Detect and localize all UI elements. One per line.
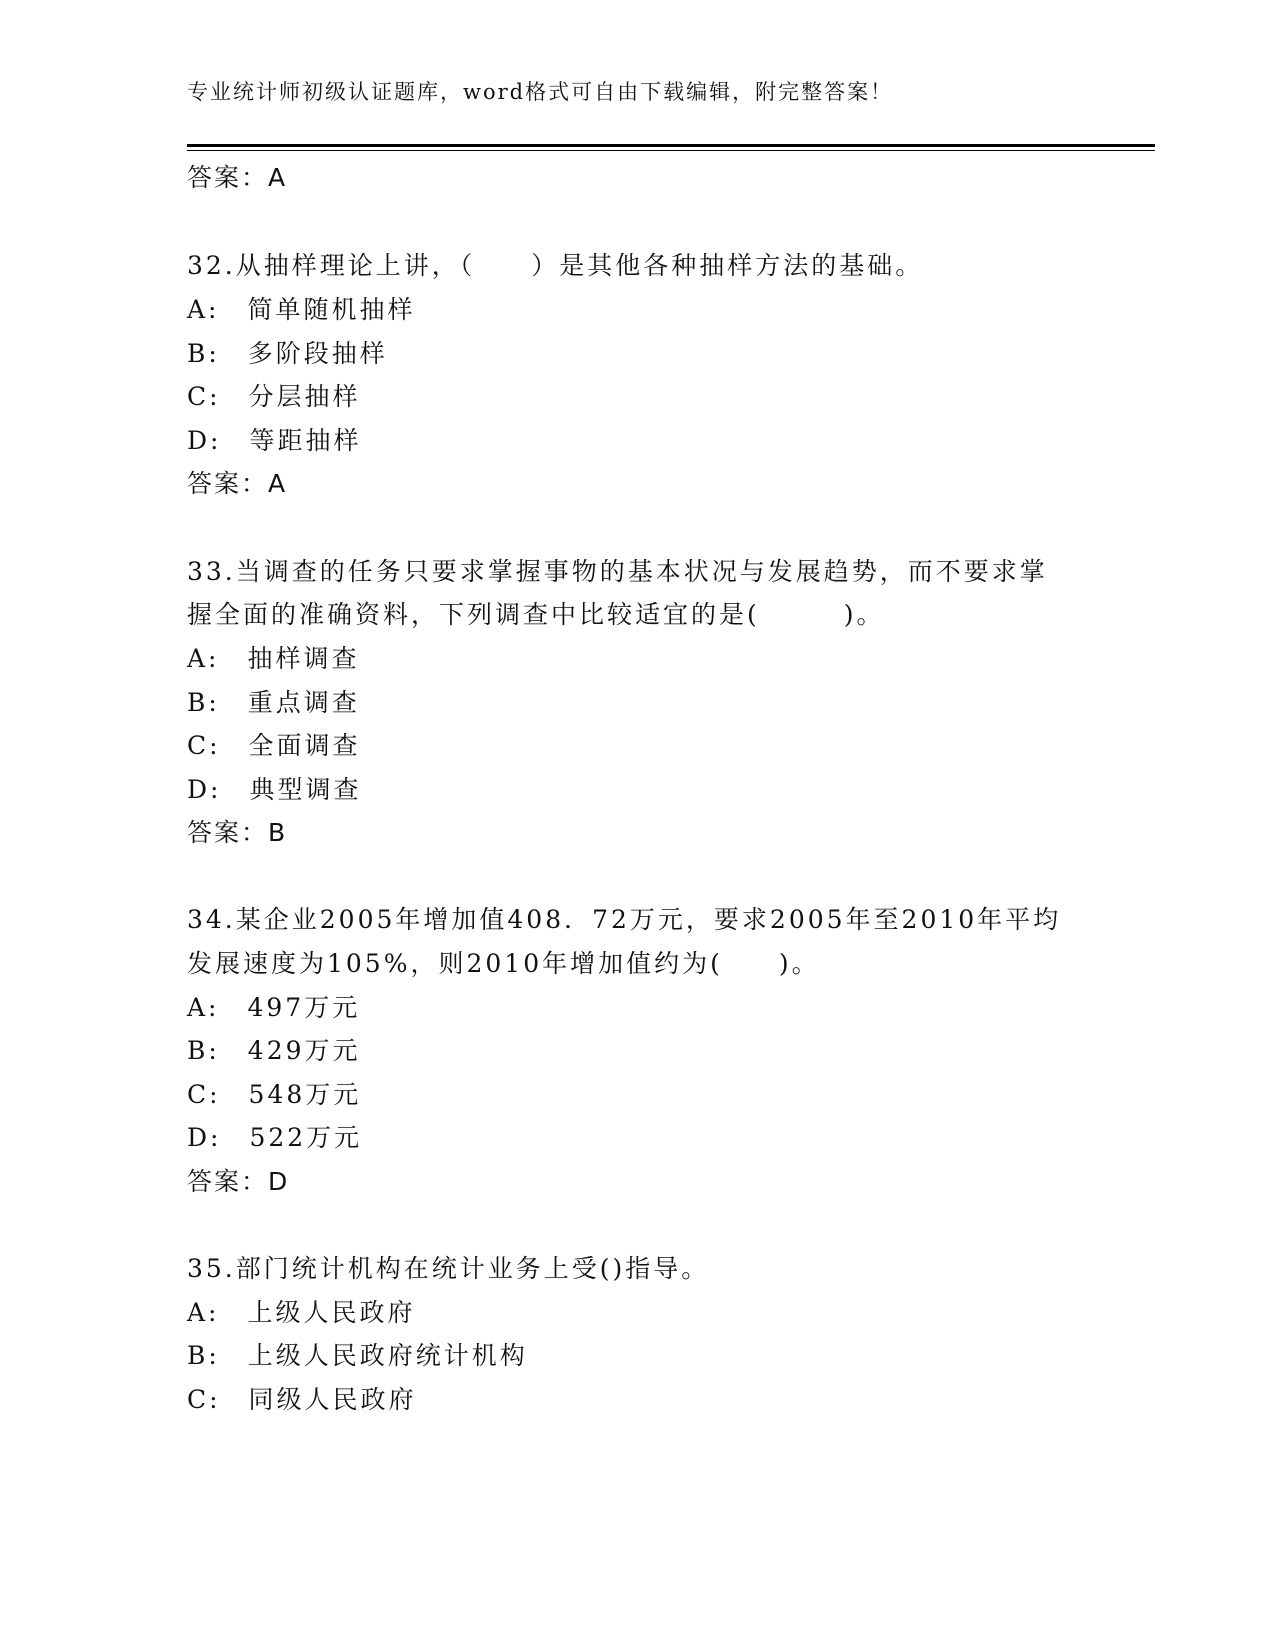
question-33-stem-line1: 33.当调查的任务只要求掌握事物的基本状况与发展趋势，而不要求掌 <box>187 557 1048 586</box>
question-32-answer: 答案：A <box>187 469 288 498</box>
question-33-option-d: D: 典型调查 <box>187 775 362 804</box>
header-rule-thin <box>187 150 1155 151</box>
answer-previous: 答案：A <box>187 163 288 192</box>
question-35-stem: 35.部门统计机构在统计业务上受()指导。 <box>187 1254 710 1283</box>
header-rule-thick <box>187 144 1155 147</box>
question-34-option-d: D: 522万元 <box>187 1123 363 1152</box>
question-33-option-a: A: 抽样调查 <box>187 644 360 673</box>
question-34-stem-line1: 34.某企业2005年增加值408．72万元，要求2005年至2010年平均 <box>187 905 1062 934</box>
question-32-option-b: B: 多阶段抽样 <box>187 339 388 368</box>
question-33-option-c: C: 全面调查 <box>187 731 361 760</box>
question-35-option-b: B: 上级人民政府统计机构 <box>187 1341 528 1370</box>
question-32-option-c: C: 分层抽样 <box>187 382 361 411</box>
question-32-option-a: A: 简单随机抽样 <box>187 295 416 324</box>
question-32-stem: 32.从抽样理论上讲，（ ）是其他各种抽样方法的基础。 <box>187 251 924 280</box>
question-33-option-b: B: 重点调查 <box>187 688 360 717</box>
page-header: 专业统计师初级认证题库，word格式可自由下载编辑，附完整答案！ <box>187 80 894 104</box>
question-35-option-c: C: 同级人民政府 <box>187 1385 417 1414</box>
question-34-option-a: A: 497万元 <box>187 993 361 1022</box>
question-34-option-c: C: 548万元 <box>187 1080 362 1109</box>
question-34-answer: 答案：D <box>187 1167 290 1196</box>
question-33-answer: 答案：B <box>187 818 288 847</box>
question-34-stem-line2: 发展速度为105%，则2010年增加值约为( )。 <box>187 949 820 978</box>
question-33-stem-line2: 握全面的准确资料，下列调查中比较适宜的是( )。 <box>187 600 885 629</box>
question-35-option-a: A: 上级人民政府 <box>187 1298 416 1327</box>
question-34-option-b: B: 429万元 <box>187 1036 361 1065</box>
question-32-option-d: D: 等距抽样 <box>187 426 362 455</box>
